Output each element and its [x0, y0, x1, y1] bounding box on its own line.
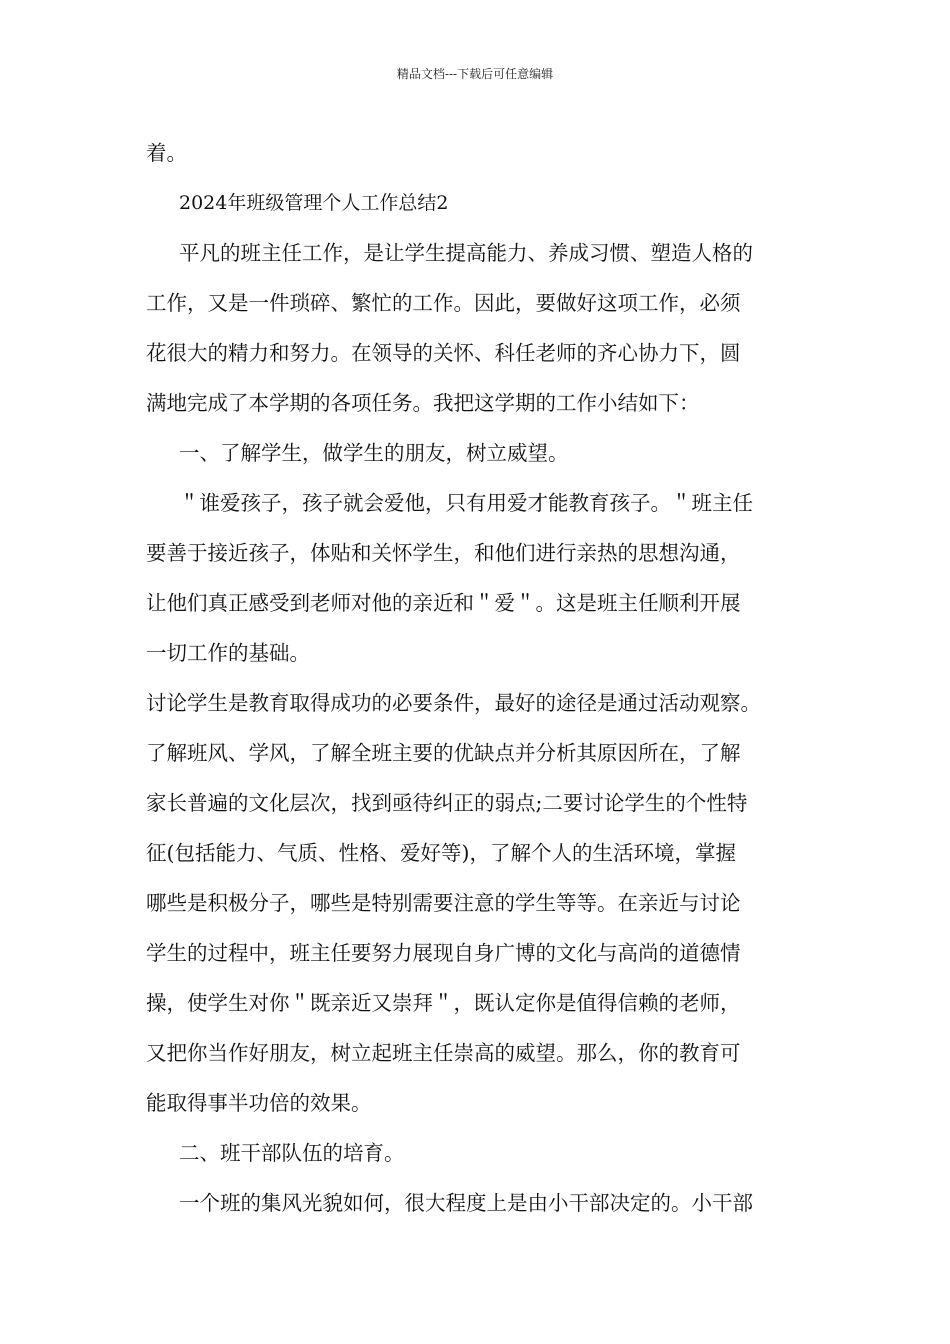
- text-line: 一个班的集风光貌如何，很大程度上是由小干部决定的。小干部: [179, 1191, 753, 1215]
- subheading: 二、班干部队伍的培育。: [179, 1141, 405, 1165]
- text-line: 平凡的班主任工作，是让学生提高能力、养成习惯、塑造人格的: [179, 241, 753, 265]
- section-title: 2024年班级管理个人工作总结2: [179, 192, 449, 214]
- subheading: 一、了解学生，做学生的朋友，树立威望。: [179, 441, 569, 465]
- document-body: [146, 128, 826, 1228]
- text-line: 操，使学生对你＂既亲近又崇拜＂，既认定你是值得信赖的老师，: [146, 991, 741, 1015]
- text-line: ＂谁爱孩子，孩子就会爱他，只有用爱才能教育孩子。＂班主任: [179, 491, 753, 515]
- text-line: 花很大的精力和努力。在领导的关怀、科任老师的齐心协力下，圆: [146, 341, 741, 365]
- text-line: 满地完成了本学期的各项任务。我把这学期的工作小结如下：: [146, 391, 700, 415]
- text-line: 了解班风、学风，了解全班主要的优缺点并分析其原因所在，了解: [146, 741, 741, 765]
- text-line: 讨论学生是教育取得成功的必要条件，最好的途径是通过活动观察。: [146, 691, 761, 715]
- text-line: 着。: [146, 141, 187, 165]
- text-line: 工作，又是一件琐碎、繁忙的工作。因此，要做好这项工作，必须: [146, 291, 741, 315]
- text-line: 征(包括能力、气质、性格、爱好等)，了解个人的生活环境，掌握: [146, 841, 736, 865]
- text-line: 哪些是积极分子，哪些是特别需要注意的学生等等。在亲近与讨论: [146, 891, 741, 915]
- text-line: 学生的过程中，班主任要努力展现自身广博的文化与高尚的道德情: [146, 941, 741, 965]
- page-header: 精品文档---下载后可任意编辑: [396, 67, 554, 81]
- text-line: 一切工作的基础。: [146, 641, 310, 665]
- text-line: 又把你当作好朋友，树立起班主任崇高的威望。那么，你的教育可: [146, 1041, 741, 1065]
- text-line: 能取得事半功倍的效果。: [146, 1091, 372, 1115]
- text-line: 家长普遍的文化层次，找到亟待纠正的弱点;二要讨论学生的个性特: [146, 791, 748, 815]
- text-line: 要善于接近孩子，体贴和关怀学生，和他们进行亲热的思想沟通，: [146, 541, 741, 565]
- text-line: 让他们真正感受到老师对他的亲近和＂爱＂。这是班主任顺利开展: [146, 591, 741, 615]
